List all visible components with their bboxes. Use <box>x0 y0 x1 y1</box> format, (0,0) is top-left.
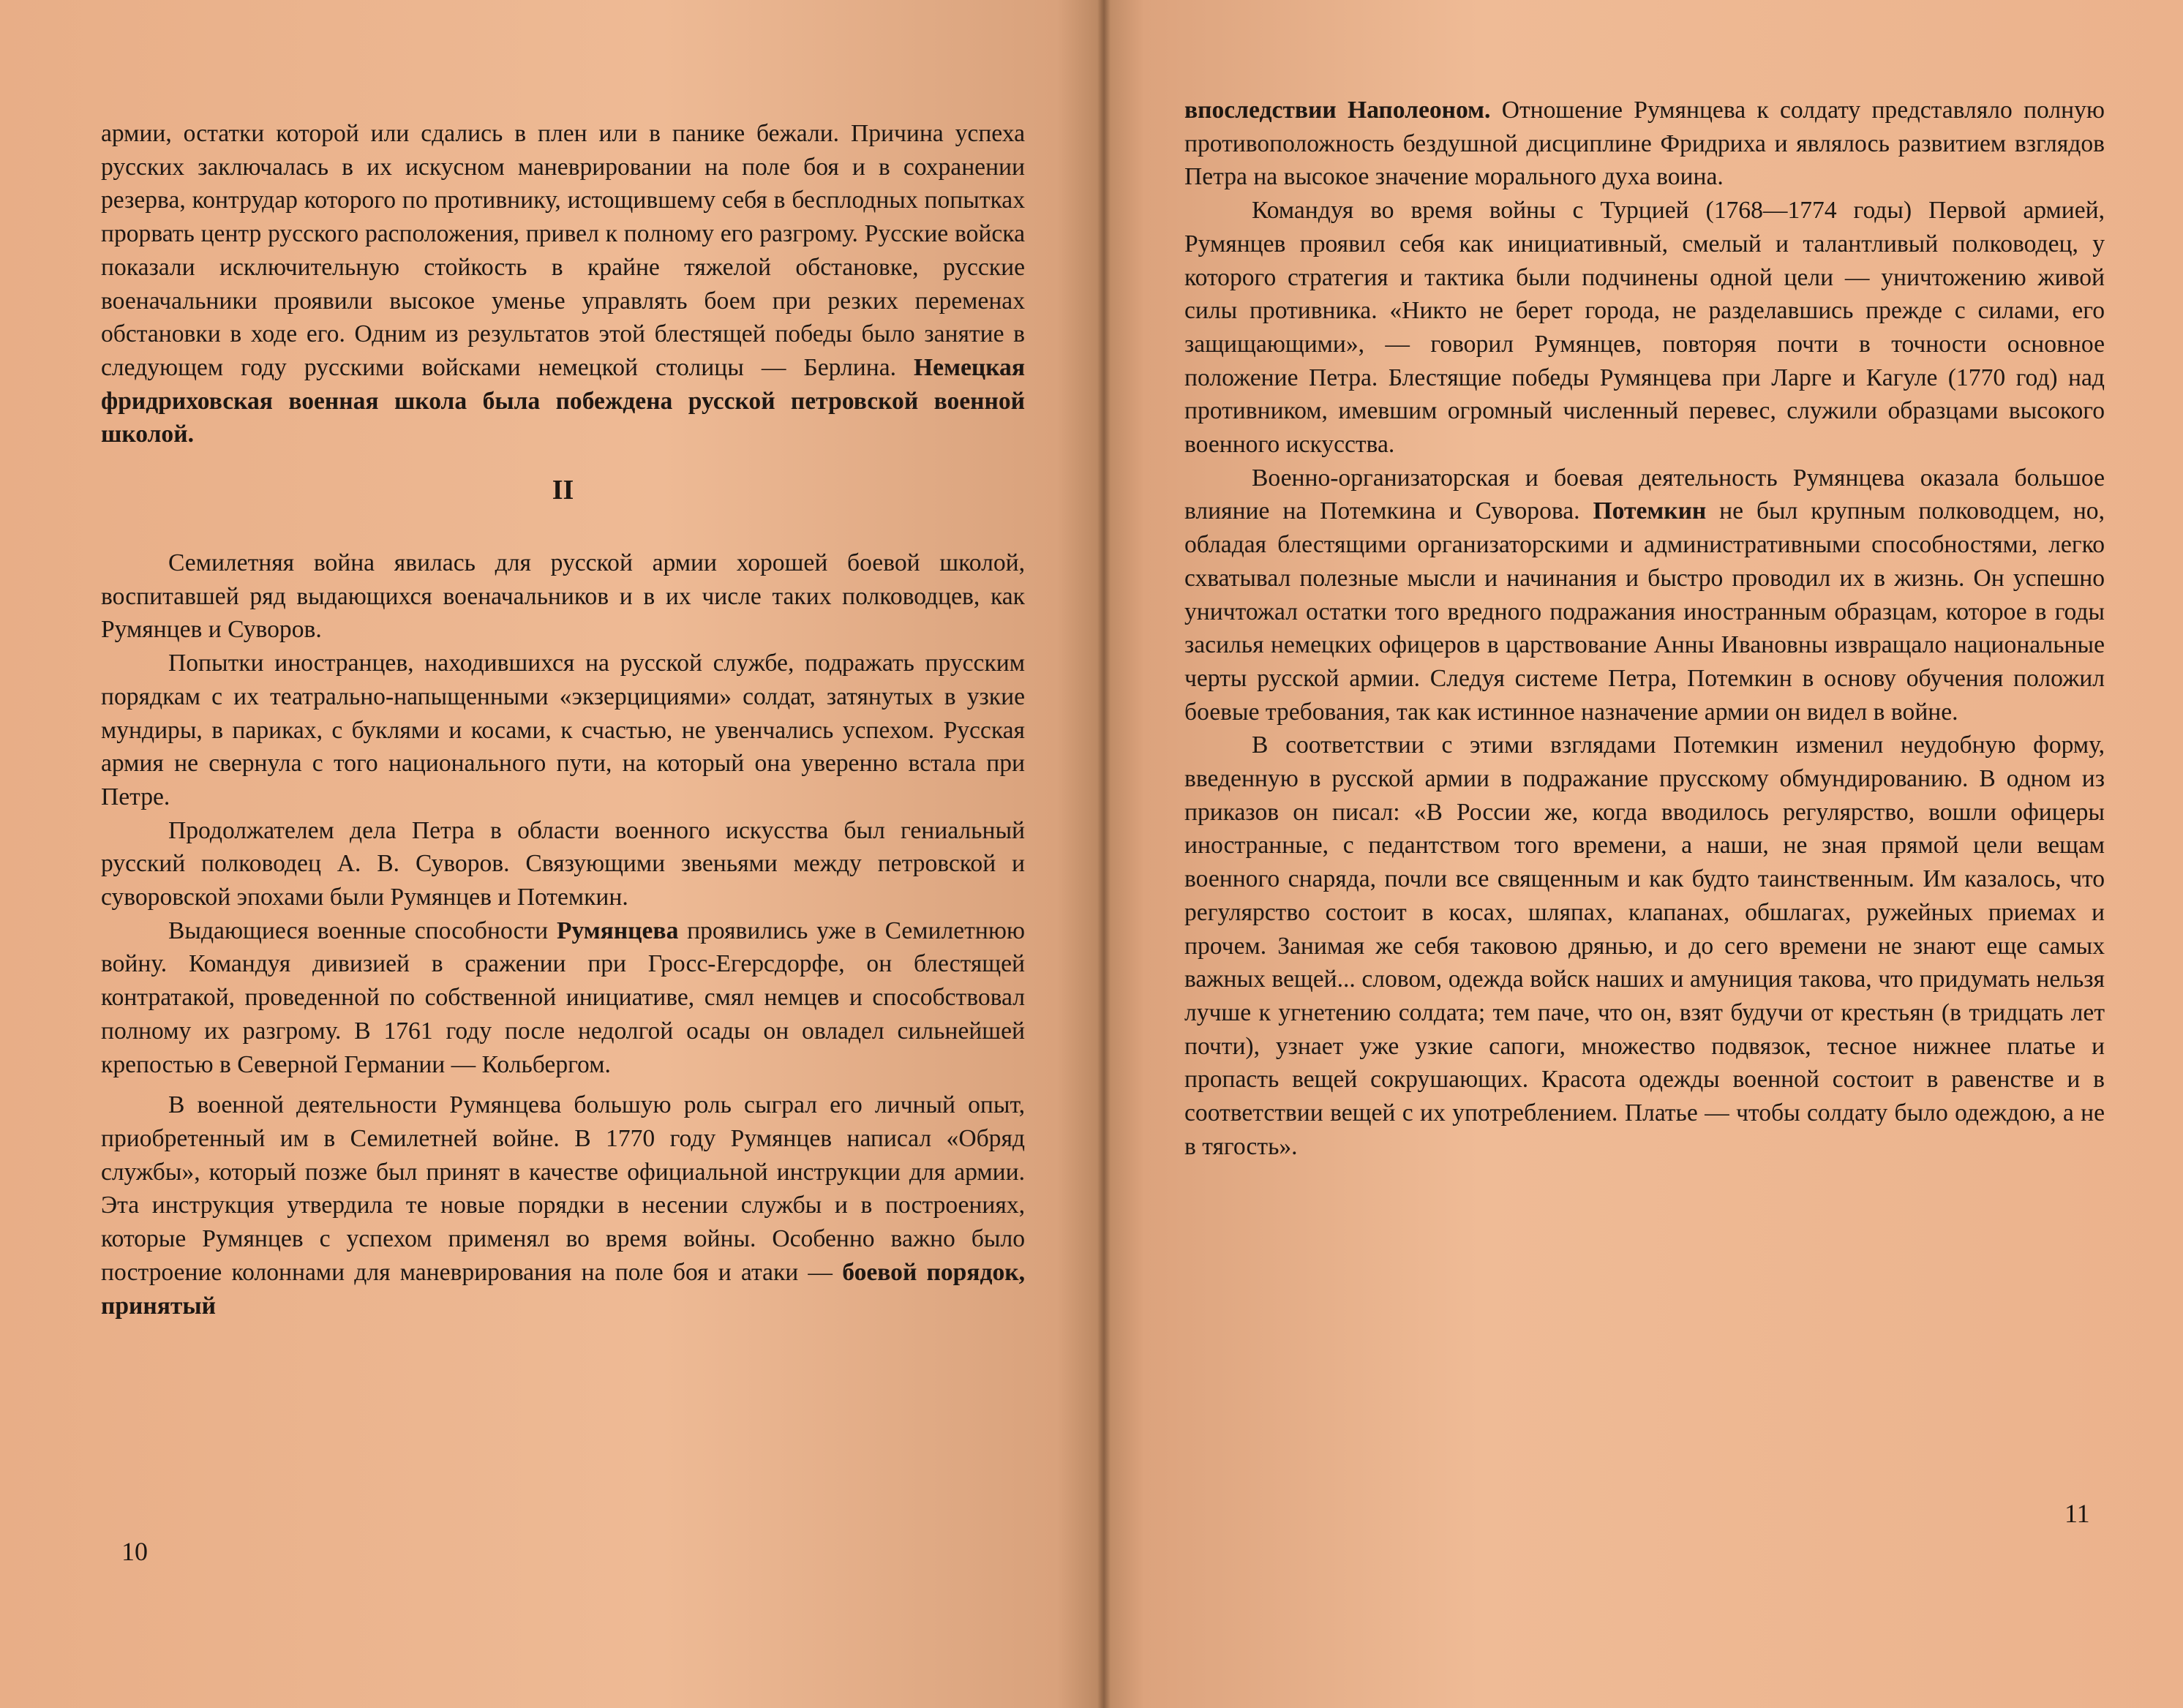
bold-run: боевой порядок, принятый <box>101 1258 1025 1320</box>
paragraph <box>1184 194 2105 462</box>
text-run: армии, остатки которой или сдались в плен или в панике бежали. Причина успеха русских заключалась в их искусном маневрировании на поле боя и в сохранении резерва, контрудар которого по противнику, истощившему себя в бесплодных попытках прорвать центр русского расположения, привел к полному его разгрому. Русские войска показали исключительную стойкость в крайне тяжелой обстановке, русские военачальники проявили высокое уменье управлять боем при резких переменах обстановки в ходе его. Одним из результатов этой блестящей победы было занятие в следующем году русскими войсками немецкой столицы — Берлина. <box>101 120 1025 381</box>
right-page <box>1101 0 2183 1708</box>
paragraph <box>101 814 1025 914</box>
text-run: Командуя во время войны с Турцией (1768—1774 годы) Первой армией, Румянцев проявил себя как инициативный, смелый и талантливый полководец, у которого стратегия и тактика были подчинены одной цели — уничтожению живой силы противника. «Никто не берет города, не разделавшись прежде с силами, его защищающими», — говорил Румянцев, повторяя почти в точности основное положение Петра. Блестящие победы Румянцева при Ларге и Кагуле (1770 год) над противником, имевшим огромный численный перевес, служили образцами высокого военного искусства. <box>1184 197 2105 459</box>
paragraph <box>101 546 1025 647</box>
paragraph <box>1184 94 2105 194</box>
text-run: Военно-организаторская и боевая деятельность Румянцева оказала большое влияние на Потемкина и Суворова. <box>1184 464 2105 525</box>
page-number-right: 11 <box>2064 1499 2090 1528</box>
paragraph <box>1184 462 2105 729</box>
text-run: Продолжателем дела Петра в области военного искусства был гениальный русский полководец А. В. Суворов. Связующими звеньями между петровской и суворовской эпохами были Румянцев и Потемкин. <box>101 816 1025 911</box>
paragraph <box>101 914 1025 1082</box>
text-run: Отношение Румянцева к солдату представляло полную противоположность бездушной дисциплине Фридриха и являлось развитием взглядов Петра на высокое значение морального духа воина. <box>1184 97 2105 191</box>
text-run: Попытки иностранцев, находившихся на русской службе, подражать прусским порядкам с их театрально-напыщенными «экзерцициями» солдат, затянутых в узкие мундиры, в париках, с буклями и косами, к счастью, не увенчались успехом. Русская армия не свернула с того национального пути, на который она уверенно встала при Петре. <box>101 650 1025 810</box>
bold-run: Румянцева <box>556 917 679 944</box>
paragraph <box>101 1088 1025 1323</box>
paragraph <box>101 117 1025 451</box>
paragraph <box>101 647 1025 814</box>
text-run: В соответствии с этими взглядами Потемкин изменил неудобную форму, введенную в русской армии в подражание прусскому обмундированию. В одном из приказов он писал: «В России же, когда вводилось регулярство, вошли офицеры иностранные, с педантством того времени, а наши, не зная прямой цели вещам военного снаряда, почли все священным и как будто таинственным. Им казалось, что регулярство состоит в косах, шляпах, клапанах, обшлагах, ружейных приемах и прочем. Занимая же себя таковою дрянью, и до сего времени не знают еще самых важных вещей... словом, одежда войск наших и амуниция такова, что придумать нельзя лучше к угнетению солдата; тем паче, что он, взят будучи от крестьян (в тридцать лет почти), узнает уже узкие сапоги, множество подвязок, тесное нижнее платье и пропасть вещей сокрушающих. Красота одежды военной состоит в равенстве и в соответствии вещей с их употреблением. Платье — чтобы солдату было одеждою, а не в тягость». <box>1184 731 2105 1160</box>
right-page-text <box>1184 94 2105 1164</box>
bold-run: впоследствии Наполеоном. <box>1184 97 1491 124</box>
book-gutter <box>1097 0 1111 1708</box>
section-heading: II <box>552 475 574 506</box>
bold-run: Потемкин <box>1593 497 1707 525</box>
page-number-left: 10 <box>121 1537 148 1566</box>
text-run: Выдающиеся военные способности <box>168 917 557 944</box>
paragraph <box>1184 729 2105 1163</box>
bold-run: Немецкая фридриховская военная школа была побеждена русской петровской военной школой. <box>101 353 1025 448</box>
text-run: Семилетняя война явилась для русской армии хорошей боевой школой, воспитавшей ряд выдающихся военачальников и в их числе таких полководцев, как Румянцев и Суворов. <box>101 549 1025 644</box>
text-run: не был крупным полководцем, но, обладая блестящими организаторскими и административными способностями, легко схватывал полезные мысли и начинания и быстро проводил их в жизнь. Он успешно уничтожал остатки того вредного подражания иностранным образцам, которое в годы засилья немецких офицеров в царствование Анны Ивановны извращало национальные черты русской армии. Следуя системе Петра, Потемкин в основу обучения положил боевые требования, так как истинное назначение армии он видел в войне. <box>1184 497 2105 726</box>
text-run: В военной деятельности Румянцева большую роль сыграл его личный опыт, приобретенный им в Семилетней войне. В 1770 году Румянцев написал «Обряд службы», который позже был принят в качестве официальной инструкции для армии. Эта инструкция утвердила те новые порядки в несении службы и в построениях, которые Румянцев с успехом применял во время войны. Особенно важно было построение колоннами для маневрирования на поле боя и атаки — <box>101 1091 1025 1286</box>
left-page-text <box>101 117 1025 1323</box>
text-run: проявились уже в Семилетнюю войну. Командуя дивизией в сражении при Гросс-Егерсдорфе, он блестящей контратакой, проведенной по собственной инициативе, смял немцев и способствовал полному их разгрому. В 1761 году после недолгой осады он овладел сильнейшей крепостью в Северной Германии — Кольбергом. <box>101 917 1025 1078</box>
